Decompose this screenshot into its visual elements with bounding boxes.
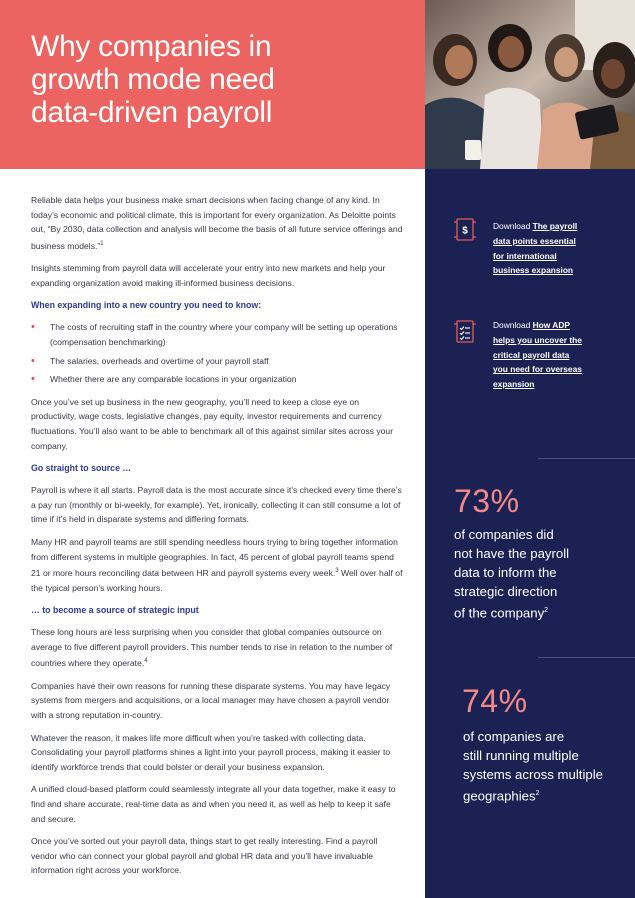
page-title <box>31 30 411 129</box>
link-line: data points essential <box>493 235 576 246</box>
paragraph: Payroll is where it all starts. Payroll data is the most accurate since it’s checked every time there’s a pay run (monthly or bi-weekly, for example). Yet, ironically, collecting it can still consume a lot of time if it’s held in disparate systems and differing formats. <box>31 485 402 525</box>
list-item <box>31 372 403 387</box>
paragraph-text: Reliable data helps your business make smart decisions when facing change of any kind. In today’s economic and political climate, this is important for every organization. As Deloitte points out, “By 2030, data collection and analysis will become the basis of all future service offerings and business models.” <box>31 195 403 251</box>
link-line: helps you uncover the <box>493 334 582 345</box>
stat-73-value: 73% <box>454 483 520 519</box>
stat-line: of the company <box>454 605 545 621</box>
link-line: business expansion <box>493 265 574 276</box>
footnote-marker: 4 <box>144 658 148 665</box>
paragraph <box>31 625 403 671</box>
download-how-adp-helps <box>493 318 608 392</box>
paragraph-text: Well over half of the typical person’s working hours. <box>31 568 403 593</box>
footnote-marker: 3 <box>335 568 339 575</box>
document-checklist-icon <box>454 320 476 344</box>
list-item <box>31 354 403 369</box>
footnote-marker: 1 <box>100 240 104 247</box>
link-line: you need for overseas <box>493 364 582 375</box>
stat-line: systems across multiple <box>463 767 603 782</box>
paragraph: Once you’ve set up business in the new geography, you’ll need to keep a close eye on productivity, wage costs, legislative changes, pay equity, investor requirements and currency fluctuations. You’ll also want to be able to benchmark all of this against similar sites across your company. <box>31 396 394 451</box>
link-line: critical payroll data <box>493 349 570 360</box>
hero-banner <box>0 0 425 169</box>
stat-74-description <box>463 727 633 805</box>
list-item-text: The salaries, overheads and overtime of your payroll staff <box>50 355 269 366</box>
hero-photo <box>425 0 635 169</box>
paragraph: Insights stemming from payroll data will accelerate your entry into new markets and help your expanding organization avoid making ill-informed business decisions. <box>31 263 386 288</box>
paragraph: A unified cloud-based platform could seamlessly integrate all your data together, make it easy to find and share accurate, real-time data as and when you need it, as well as help to keep it safe and secure. <box>31 784 396 824</box>
section-heading: … to become a source of strategic input <box>31 605 199 616</box>
bullet-marker: • <box>31 373 35 386</box>
bullet-marker: • <box>31 321 35 334</box>
link-line: The payroll <box>532 221 578 231</box>
divider <box>538 458 635 459</box>
download-prefix: Download <box>493 221 533 231</box>
stat-line: geographies <box>463 788 536 804</box>
bullet-list <box>31 320 403 386</box>
stat-74-value: 74% <box>462 683 528 719</box>
stat-line: still running multiple <box>463 748 579 763</box>
paragraph-text: Many HR and payroll teams are still spending needless hours trying to bring together information from different systems in multiple geographies. In fact, 45 percent of global payroll teams spend 21 or more hours reconciling data between HR and payroll systems every week. <box>31 536 398 578</box>
title-line: Why companies in <box>31 30 272 63</box>
download-payroll-data-points <box>493 219 608 278</box>
footnote-marker: 2 <box>535 790 540 797</box>
paragraph: Companies have their own reasons for running these disparate systems. You may have legacy systems from mergers and acquisitions, or a local manager may have chosen a payroll vendor with a strong reputation in-country. <box>31 680 391 721</box>
paragraph: Once you’ve sorted out your payroll data, things start to get really interesting. Find a payroll vendor who can connect your global payroll and global HR data and you’ll have invaluable information right across your workforce. <box>31 836 378 876</box>
download-link-how-adp-helps[interactable] <box>493 320 582 389</box>
svg-text:$: $ <box>462 225 468 237</box>
download-prefix: Download <box>493 320 533 330</box>
stat-73-description <box>454 525 624 622</box>
people-photo-illustration <box>425 0 635 169</box>
link-line: for international <box>493 250 557 261</box>
footnote-marker: 2 <box>544 607 549 614</box>
link-line: expansion <box>493 379 535 390</box>
paragraph: Whatever the reason, it makes life more difficult when you’re tasked with collecting data. Consolidating your payroll platforms shines a light into your payroll process, making it easier to identify workforce trends that could bolster or derail your business expansion. <box>31 732 391 772</box>
stat-line: of companies are <box>463 729 565 744</box>
main-article <box>31 193 403 886</box>
list-item-text: Whether there are any comparable locations in your organization <box>50 374 297 385</box>
paragraph <box>31 535 403 595</box>
stat-line: not have the payroll <box>454 546 570 561</box>
list-item-text: The costs of recruiting staff in the country where your company will be setting up operations (compensation benchmarking) <box>50 322 398 348</box>
title-line: data-driven payroll <box>31 96 273 129</box>
link-line: How ADP <box>532 320 570 330</box>
section-heading: When expanding into a new country you need to know: <box>31 300 262 311</box>
stat-line: data to inform the <box>454 565 557 580</box>
bullet-marker: • <box>31 354 35 367</box>
stat-line: strategic direction <box>454 584 558 599</box>
stat-line: of companies did <box>454 527 554 542</box>
divider <box>538 657 635 658</box>
section-heading: Go straight to source … <box>31 463 132 474</box>
paragraph <box>31 193 403 253</box>
title-line: growth mode need <box>31 63 275 96</box>
document-dollar-icon <box>454 218 476 242</box>
list-item <box>31 320 403 349</box>
paragraph-text: These long hours are less surprising when you consider that global companies outsource on average to five different payroll providers. This number tends to rise in relation to the number of countries where they operate. <box>31 627 393 669</box>
